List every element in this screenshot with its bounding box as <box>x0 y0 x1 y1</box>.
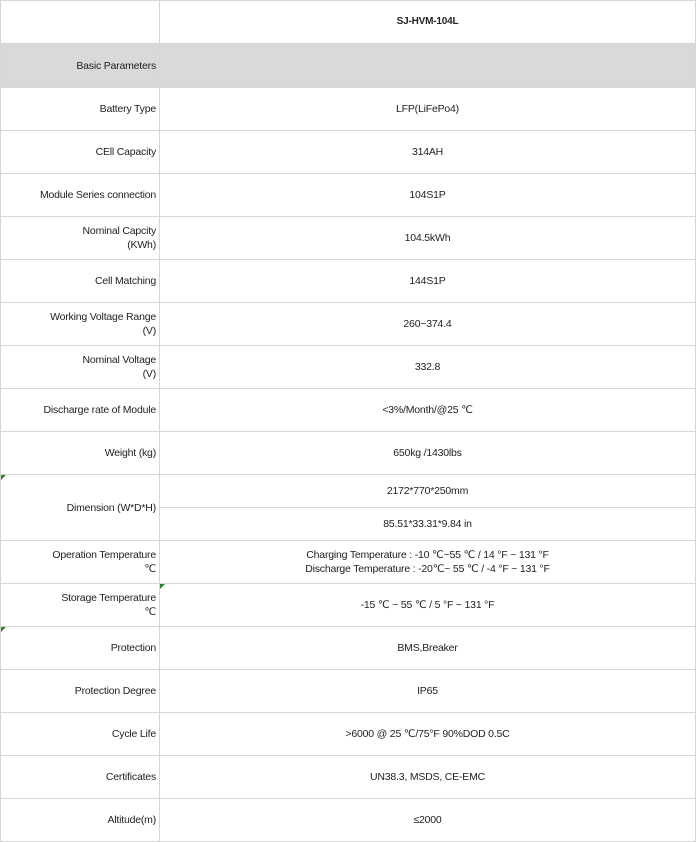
cell-matching-label: Cell Matching <box>1 260 160 303</box>
altitude-value: ≤2000 <box>160 799 696 842</box>
header-row <box>1 1 696 44</box>
battery-type-label: Battery Type <box>1 88 160 131</box>
dimension-label <box>1 475 160 541</box>
nominal-voltage-label-line1: Nominal Voltage <box>82 354 156 366</box>
model-name: SJ-HVM-104L <box>160 1 696 44</box>
table-row <box>1 584 696 627</box>
operation-temperature-label <box>1 541 160 584</box>
cell-capacity-value: 314AH <box>160 131 696 174</box>
table-row <box>1 346 696 389</box>
discharge-temperature-value: Discharge Temperature : -20℃~ 55 ℃ / -4 °F ~ 131 °F <box>305 563 550 575</box>
table-row <box>1 756 696 799</box>
table-row <box>1 131 696 174</box>
battery-type-value: LFP(LiFePo4) <box>160 88 696 131</box>
section-empty-cell <box>160 44 696 88</box>
dimension-value-in: 85.51*33.31*9.84 in <box>160 508 696 541</box>
nominal-voltage-label <box>1 346 160 389</box>
protection-label-text: Protection <box>110 642 156 654</box>
table-row <box>1 541 696 584</box>
table-row <box>1 670 696 713</box>
operation-temperature-value <box>160 541 696 584</box>
table-row <box>1 217 696 260</box>
weight-value: 650kg /1430lbs <box>160 432 696 475</box>
table-row <box>1 303 696 346</box>
operation-temperature-label-line1: Operation Temperature <box>52 549 156 561</box>
storage-temperature-label <box>1 584 160 627</box>
module-series-value: 104S1P <box>160 174 696 217</box>
operation-temperature-label-line2: ℃ <box>144 563 156 575</box>
table-row <box>1 432 696 475</box>
nominal-capacity-label-line1: Nominal Capcity <box>82 225 156 237</box>
table-row <box>1 713 696 756</box>
weight-label: Weight (kg) <box>1 432 160 475</box>
table-row <box>1 475 696 508</box>
header-empty-cell <box>1 1 160 44</box>
storage-temperature-label-line1: Storage Temperature <box>61 592 156 604</box>
nominal-capacity-label <box>1 217 160 260</box>
table-row <box>1 260 696 303</box>
protection-label <box>1 627 160 670</box>
nominal-capacity-value: 104.5kWh <box>160 217 696 260</box>
storage-temperature-value-text: -15 ℃ ~ 55 ℃ / 5 °F ~ 131 °F <box>360 599 495 611</box>
table-row <box>1 174 696 217</box>
table-row <box>1 799 696 842</box>
table-row <box>1 88 696 131</box>
altitude-label: Altitude(m) <box>1 799 160 842</box>
nominal-capacity-label-line2: (KWh) <box>127 239 156 251</box>
working-voltage-label-line1: Working Voltage Range <box>50 311 156 323</box>
section-label: Basic Parameters <box>1 44 160 88</box>
nominal-voltage-label-line2: (V) <box>142 368 156 380</box>
module-series-label: Module Series connection <box>1 174 160 217</box>
discharge-rate-label: Discharge rate of Module <box>1 389 160 432</box>
working-voltage-label-line2: (V) <box>142 325 156 337</box>
discharge-rate-value: <3%/Month/@25 ℃ <box>160 389 696 432</box>
nominal-voltage-value: 332.8 <box>160 346 696 389</box>
table-row <box>1 389 696 432</box>
storage-temperature-label-line2: ℃ <box>144 606 156 618</box>
table-row <box>1 627 696 670</box>
cycle-life-value: >6000 @ 25 ℃/75°F 90%DOD 0.5C <box>160 713 696 756</box>
dimension-label-text: Dimension (W*D*H) <box>66 501 156 514</box>
certificates-label: Certificates <box>1 756 160 799</box>
cell-capacity-label: CEll Capacity <box>1 131 160 174</box>
dimension-value-mm: 2172*770*250mm <box>160 475 696 508</box>
charging-temperature-value: Charging Temperature : -10 ℃~55 ℃ / 14 °F ~ 131 °F <box>306 549 549 561</box>
protection-degree-label: Protection Degree <box>1 670 160 713</box>
protection-value: BMS,Breaker <box>160 627 696 670</box>
working-voltage-label <box>1 303 160 346</box>
certificates-value: UN38.3, MSDS, CE-EMC <box>160 756 696 799</box>
working-voltage-value: 260~374.4 <box>160 303 696 346</box>
protection-degree-value: IP65 <box>160 670 696 713</box>
storage-temperature-value <box>160 584 696 627</box>
section-row <box>1 44 696 88</box>
cycle-life-label: Cycle Life <box>1 713 160 756</box>
cell-matching-value: 144S1P <box>160 260 696 303</box>
